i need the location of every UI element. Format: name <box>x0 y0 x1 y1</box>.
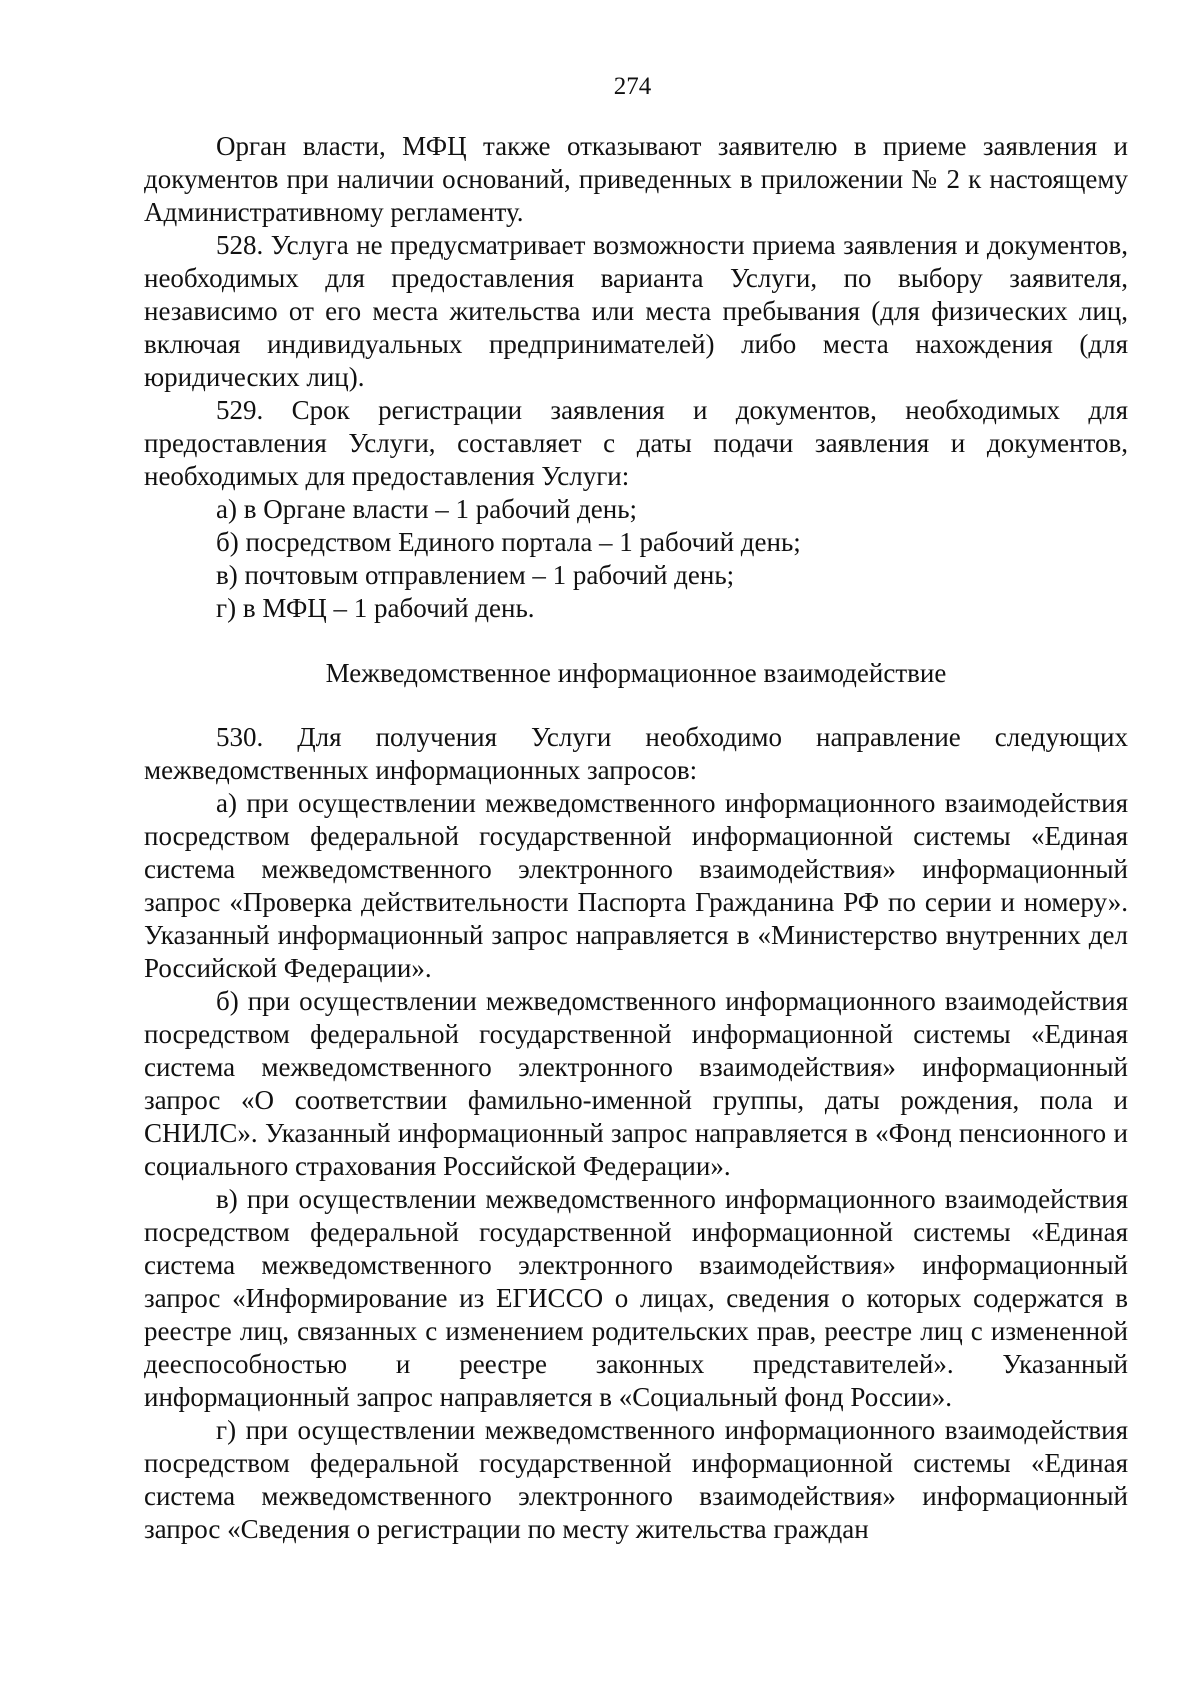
list-item-530-a: а) при осуществлении межведомственного информационного взаимодействия посредством федеральной государственной информационной системы «Единая система межведомственного электронного взаимодействия» информационный запрос «Проверка действительности Паспорта Гражданина РФ по серии и номеру». Указанный информационный запрос направляется в «Министерство внутренних дел Российской Федерации». <box>144 788 1128 983</box>
document-body <box>144 130 1128 1546</box>
page-number: 274 <box>613 73 652 100</box>
list-item-529-g: г) в МФЦ – 1 рабочий день. <box>216 593 535 623</box>
list-item-530-v: в) при осуществлении межведомственного информационного взаимодействия посредством федеральной государственной информационной системы «Единая система межведомственного электронного взаимодействия» информационный запрос «Информирование из ЕГИССО о лицах, сведения о которых содержатся в реестре лиц, связанных с изменением родительских прав, реестре лиц с измененной дееспособностью и реестре законных представителей». Указанный информационный запрос направляется в «Социальный фонд России». <box>144 1184 1128 1412</box>
paragraph-530: 530. Для получения Услуги необходимо направление следующих межведомственных информационных запросов: <box>144 722 1128 785</box>
list-item-529-b: б) посредством Единого портала – 1 рабочий день; <box>216 527 801 557</box>
list-item-530-g: г) при осуществлении межведомственного информационного взаимодействия посредством федеральной государственной информационной системы «Единая система межведомственного электронного взаимодействия» информационный запрос «Сведения о регистрации по месту жительства граждан <box>144 1415 1128 1544</box>
paragraph-528: 528. Услуга не предусматривает возможности приема заявления и документов, необходимых для предоставления варианта Услуги, по выбору заявителя, независимо от его места жительства или места пребывания (для физических лиц, включая индивидуальных предпринимателей) либо места нахождения (для юридических лиц). <box>144 230 1128 392</box>
paragraph-refusal-grounds: Орган власти, МФЦ также отказывают заявителю в приеме заявления и документов при наличии оснований, приведенных в приложении № 2 к настоящему Административному регламенту. <box>144 131 1128 227</box>
list-item-530-b: б) при осуществлении межведомственного информационного взаимодействия посредством федеральной государственной информационной системы «Единая система межведомственного электронного взаимодействия» информационный запрос «О соответствии фамильно-именной группы, даты рождения, пола и СНИЛС». Указанный информационный запрос направляется в «Фонд пенсионного и социального страхования Российской Федерации». <box>144 986 1128 1181</box>
list-item-529-a: а) в Органе власти – 1 рабочий день; <box>216 494 638 524</box>
section-heading: Межведомственное информационное взаимодействие <box>325 658 947 688</box>
paragraph-529: 529. Срок регистрации заявления и документов, необходимых для предоставления Услуги, составляет с даты подачи заявления и документов, необходимых для предоставления Услуги: <box>144 395 1128 491</box>
list-item-529-v: в) почтовым отправлением – 1 рабочий день; <box>216 560 735 590</box>
